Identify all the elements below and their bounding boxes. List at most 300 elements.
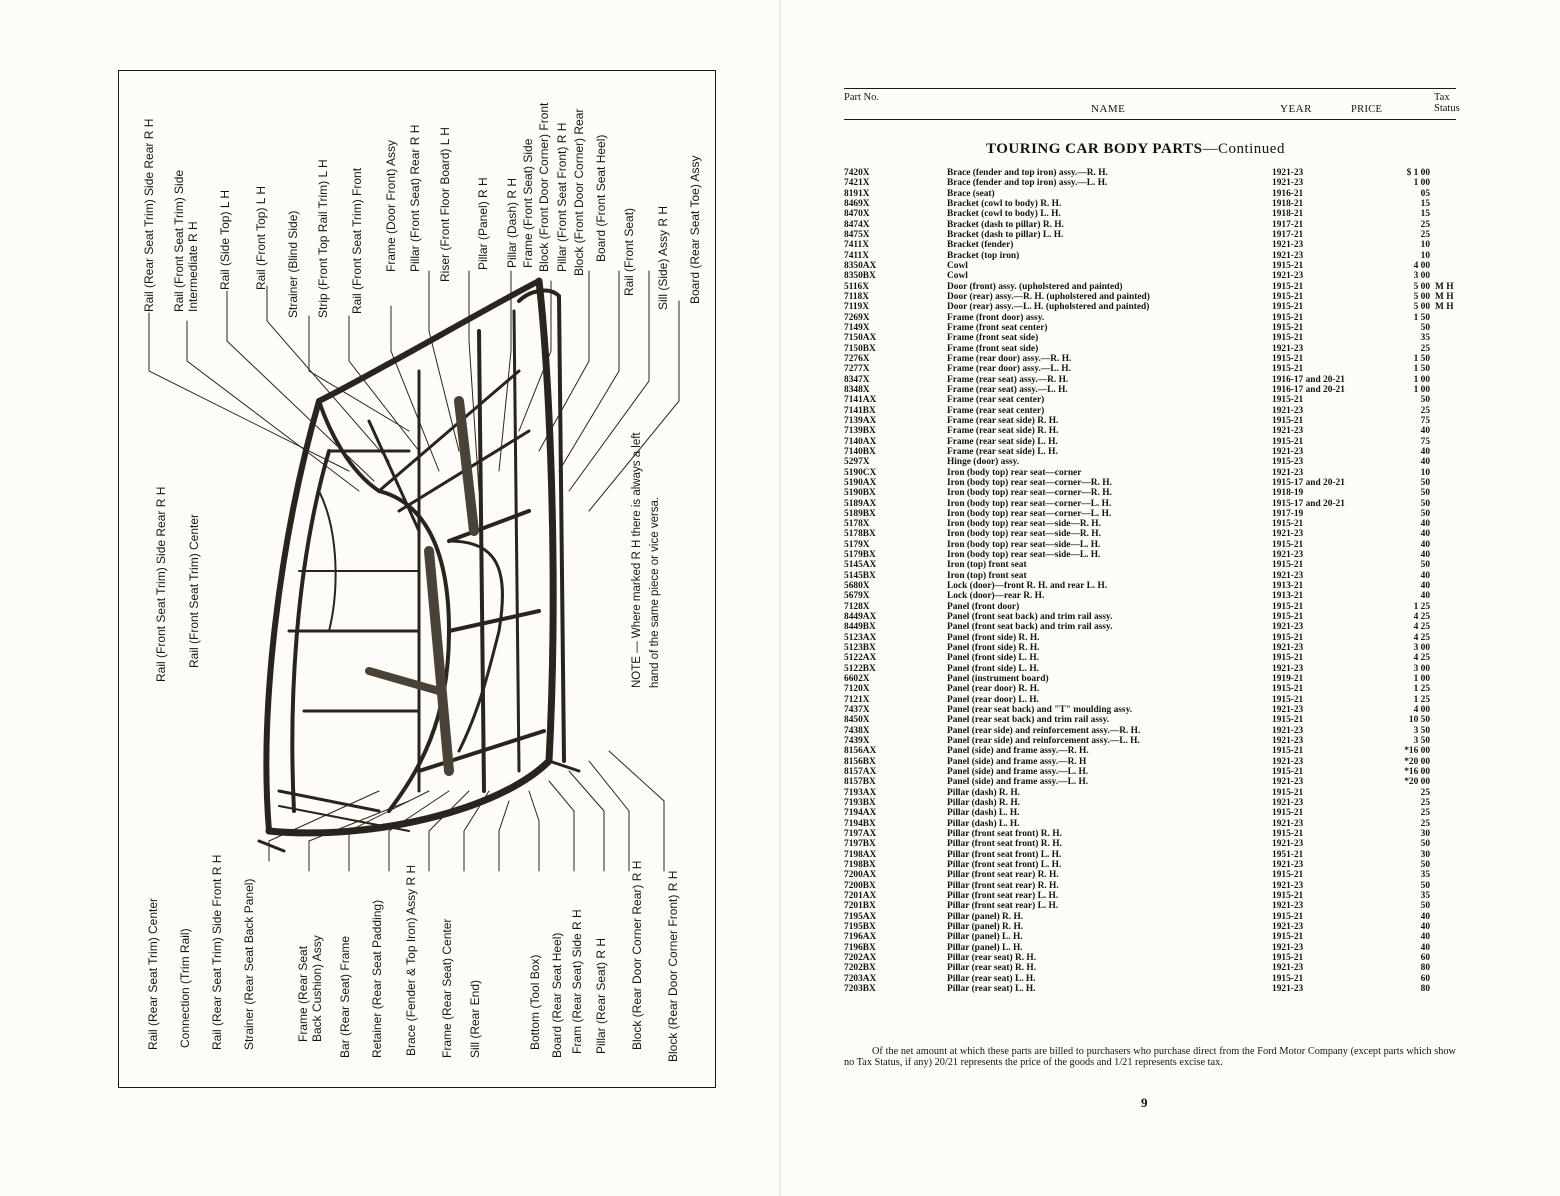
cell-name: Pillar (front seat rear) R. H. xyxy=(947,880,1059,891)
cell-part-no: 5190BX xyxy=(844,488,876,499)
cell-price: 15 xyxy=(1420,198,1430,209)
cell-name: Iron (body top) rear seat—side—R. H. xyxy=(947,519,1101,530)
cell-year: 1921-23 xyxy=(1272,818,1304,829)
cell-price: 1 50 xyxy=(1413,364,1430,375)
table-row xyxy=(844,385,1456,395)
cell-name: Panel (front side) L. H. xyxy=(947,663,1040,674)
label-brace-fender-top-iron: Brace (Fender & Top Iron) Assy R H xyxy=(404,864,418,1056)
table-row xyxy=(844,891,1456,901)
cell-year: 1915-21 xyxy=(1272,715,1304,726)
cell-name: Pillar (rear seat) R. H. xyxy=(947,952,1037,963)
cell-name: Brace (fender and top iron) assy.—R. H. xyxy=(947,168,1108,178)
cell-part-no: 8191X xyxy=(844,188,870,199)
table-row xyxy=(844,829,1456,839)
cell-name: Cowl xyxy=(947,271,968,282)
cell-year: 1921-23 xyxy=(1272,983,1304,994)
cell-year: 1918-21 xyxy=(1272,198,1304,209)
table-row xyxy=(844,313,1456,323)
cell-price: 1 25 xyxy=(1413,684,1430,695)
cell-part-no: 8350AX xyxy=(844,260,877,271)
table-row xyxy=(844,230,1456,240)
label-strainer-rear-seat-back-panel: Strainer (Rear Seat Back Panel) xyxy=(242,878,256,1050)
table-row xyxy=(844,333,1456,343)
label-board-rear-seat-toe-assy: Board (Rear Seat Toe) Assy xyxy=(688,155,702,304)
table-row xyxy=(844,922,1456,932)
cell-part-no: 8157AX xyxy=(844,767,877,778)
cell-year: 1915-21 xyxy=(1272,684,1304,695)
cell-price: 50 xyxy=(1420,498,1430,509)
cell-price: 1 25 xyxy=(1413,694,1430,705)
cell-price: 50 xyxy=(1420,488,1430,499)
cell-part-no: 7120X xyxy=(844,684,870,695)
table-row xyxy=(844,302,1456,312)
table-row xyxy=(844,726,1456,736)
cell-name: Pillar (front seat front) L. H. xyxy=(947,849,1062,860)
cell-name: Panel (rear seat back) and trim rail assy. xyxy=(947,715,1110,726)
table-row xyxy=(844,261,1456,271)
cell-name: Panel (side) and frame assy.—R. H. xyxy=(947,746,1089,757)
cell-name: Panel (front side) R. H. xyxy=(947,643,1040,654)
cell-price: *20 00 xyxy=(1404,777,1430,788)
label-pillar-rear-seat: Pillar (Rear Seat) R H xyxy=(594,937,608,1054)
table-row xyxy=(844,633,1456,643)
cell-part-no: 5123BX xyxy=(844,643,876,654)
cell-year: 1921-23 xyxy=(1272,736,1304,747)
cell-price: 1 25 xyxy=(1413,601,1430,612)
label-retainer-rear-seat-padding: Retainer (Rear Seat Padding) xyxy=(370,899,384,1058)
cell-price: 50 xyxy=(1420,880,1430,891)
cell-price: *16 00 xyxy=(1404,746,1430,757)
label-board-rear-seat-heel: Board (Rear Seat Heel) xyxy=(550,932,564,1058)
cell-year: 1915-21 xyxy=(1272,653,1304,664)
cell-name: Iron (body top) rear seat—corner xyxy=(947,467,1082,478)
cell-name: Pillar (dash) L. H. xyxy=(947,808,1020,819)
cell-name: Panel (rear side) and reinforcement assy.—R. H. xyxy=(947,725,1141,736)
table-row xyxy=(844,240,1456,250)
cell-year: 1915-21 xyxy=(1272,353,1304,364)
cell-year: 1921-23 xyxy=(1272,426,1304,437)
cell-year: 1918-19 xyxy=(1272,488,1304,499)
cell-year: 1915-21 xyxy=(1272,415,1304,426)
cell-price: 25 xyxy=(1420,343,1430,354)
cell-year: 1921-23 xyxy=(1272,921,1304,932)
cell-part-no: 7194AX xyxy=(844,808,877,819)
table-row xyxy=(844,767,1456,777)
table-row xyxy=(844,746,1456,756)
table-row xyxy=(844,901,1456,911)
label-pillar-dash: Pillar (Dash) R H xyxy=(505,177,519,268)
cell-part-no: 7193AX xyxy=(844,787,877,798)
cell-name: Pillar (dash) R. H. xyxy=(947,798,1021,809)
cell-part-no: 5178BX xyxy=(844,529,876,540)
cell-year: 1916-21 xyxy=(1272,188,1304,199)
cell-name: Panel (rear side) and reinforcement assy.—L. H. xyxy=(947,736,1140,747)
cell-name: Lock (door)—front R. H. and rear L. H. xyxy=(947,581,1108,592)
cell-name: Panel (side) and frame assy.—L. H. xyxy=(947,767,1089,778)
table-row xyxy=(844,344,1456,354)
cell-part-no: 8470X xyxy=(844,209,870,220)
page-fold xyxy=(779,0,781,1196)
cell-price: 35 xyxy=(1420,890,1430,901)
table-row xyxy=(844,519,1456,529)
label-rail-front-seat: Rail (Front Seat) xyxy=(622,207,636,296)
cell-price: 4 25 xyxy=(1413,632,1430,643)
cell-name: Frame (rear door) assy.—R. H. xyxy=(947,353,1072,364)
cell-year: 1915-21 xyxy=(1272,829,1304,839)
table-row xyxy=(844,912,1456,922)
cell-part-no: 7437X xyxy=(844,705,870,716)
cell-part-no: 8156AX xyxy=(844,746,877,757)
table-row xyxy=(844,777,1456,787)
cell-name: Iron (body top) rear seat—corner—R. H. xyxy=(947,488,1112,499)
cell-part-no: 8475X xyxy=(844,229,870,240)
cell-name: Iron (body top) rear seat—side—L. H. xyxy=(947,550,1101,561)
table-row xyxy=(844,653,1456,663)
label-connection-trim-rail: Connection (Trim Rail) xyxy=(178,928,192,1048)
cell-year: 1921-23 xyxy=(1272,467,1304,478)
cell-year: 1916-17 and 20-21 xyxy=(1272,374,1345,385)
cell-price: 1 00 xyxy=(1413,374,1430,385)
cell-price: 25 xyxy=(1420,219,1430,230)
cell-price: 40 xyxy=(1420,519,1430,530)
cell-name: Pillar (rear seat) L. H. xyxy=(947,973,1036,984)
cell-part-no: 5179BX xyxy=(844,550,876,561)
table-row xyxy=(844,488,1456,498)
table-row xyxy=(844,808,1456,818)
cell-price: 35 xyxy=(1420,870,1430,881)
cell-year: 1915-21 xyxy=(1272,870,1304,881)
cell-part-no: 7411X xyxy=(844,250,870,261)
table-row xyxy=(844,953,1456,963)
cell-price: 40 xyxy=(1420,539,1430,550)
table-row xyxy=(844,354,1456,364)
cell-name: Pillar (dash) L. H. xyxy=(947,818,1020,829)
header-tax-status: Tax Status xyxy=(1434,92,1460,114)
table-row xyxy=(844,715,1456,725)
cell-part-no: 5116X xyxy=(844,281,870,292)
cell-name: Iron (top) front seat xyxy=(947,570,1027,581)
cell-part-no: 5297X xyxy=(844,457,870,468)
cell-name: Panel (side) and frame assy.—R. H xyxy=(947,756,1087,767)
cell-year: 1919-21 xyxy=(1272,674,1304,685)
label-strip-front-top-rail-trim: Strip (Front Top Rail Trim) L H xyxy=(316,159,330,318)
cell-price: 25 xyxy=(1420,818,1430,829)
cell-name: Pillar (panel) L. H. xyxy=(947,932,1023,943)
cell-year: 1915-21 xyxy=(1272,364,1304,375)
cell-part-no: 7198BX xyxy=(844,859,876,870)
cell-name: Frame (front seat side) xyxy=(947,333,1039,344)
label-bottom-tool-box: Bottom (Tool Box) xyxy=(528,954,542,1050)
table-row xyxy=(844,757,1456,767)
cell-price: 5 00 xyxy=(1413,302,1430,313)
table-row xyxy=(844,406,1456,416)
cell-name: Frame (rear seat side) L. H. xyxy=(947,446,1058,457)
label-sill-rear-end: Sill (Rear End) xyxy=(468,979,482,1058)
cell-part-no: 8348X xyxy=(844,384,870,395)
cell-price: 40 xyxy=(1420,446,1430,457)
cell-part-no: 5145AX xyxy=(844,560,877,571)
table-row xyxy=(844,581,1456,591)
cell-year: 1915-21 xyxy=(1272,952,1304,963)
cell-year: 1915-21 xyxy=(1272,436,1304,447)
cell-price: 50 xyxy=(1420,322,1430,333)
cell-price: 3 00 xyxy=(1413,643,1430,654)
cell-name: Pillar (front seat front) R. H. xyxy=(947,839,1062,850)
cell-year: 1921-23 xyxy=(1272,756,1304,767)
table-row xyxy=(844,529,1456,539)
label-pillar-panel: Pillar (Panel) R H xyxy=(476,177,490,270)
table-row xyxy=(844,416,1456,426)
cell-price: 10 xyxy=(1420,250,1430,261)
cell-year: 1915-21 xyxy=(1272,333,1304,344)
header-price: PRICE xyxy=(1351,104,1383,115)
cell-part-no: 7150BX xyxy=(844,343,876,354)
cell-name: Door (rear) assy.—L. H. (upholstered and painted) xyxy=(947,302,1150,313)
cell-price: 5 00 xyxy=(1413,291,1430,302)
cell-year: 1915-21 xyxy=(1272,312,1304,323)
label-block-rear-door-corner-front: Block (Rear Door Corner Front) R H xyxy=(666,870,680,1062)
cell-name: Frame (rear seat side) R. H. xyxy=(947,426,1059,437)
label-rail-front-seat-trim-side-rear: Rail (Front Seat Trim) Side Rear R H xyxy=(154,486,168,682)
cell-name: Bracket (cowl to body) R. H. xyxy=(947,198,1062,209)
table-row xyxy=(844,468,1456,478)
cell-part-no: 5680X xyxy=(844,581,870,592)
cell-year: 1915-21 xyxy=(1272,612,1304,623)
cell-price: 50 xyxy=(1420,839,1430,850)
cell-name: Bracket (top iron) xyxy=(947,250,1020,261)
cell-part-no: 7202BX xyxy=(844,963,876,974)
cell-price: 40 xyxy=(1420,921,1430,932)
label-frame-door-front-assy: Frame (Door Front) Assy xyxy=(384,139,398,272)
cell-price: 50 xyxy=(1420,477,1430,488)
cell-price: 3 50 xyxy=(1413,736,1430,747)
cell-price: 60 xyxy=(1420,973,1430,984)
cell-part-no: 7276X xyxy=(844,353,870,364)
label-strainer-blind-side: Strainer (Blind Side) xyxy=(286,210,300,318)
cell-year: 1915-21 xyxy=(1272,932,1304,943)
cell-part-no: 7118X xyxy=(844,291,870,302)
cell-name: Pillar (panel) R. H. xyxy=(947,911,1024,922)
cell-part-no: 7121X xyxy=(844,694,870,705)
parts-table xyxy=(844,168,1456,994)
cell-name: Iron (body top) rear seat—corner—L. H. xyxy=(947,498,1112,509)
table-row xyxy=(844,798,1456,808)
cell-part-no: 7141BX xyxy=(844,405,876,416)
cell-part-no: 7202AX xyxy=(844,952,877,963)
cell-price: 1 00 xyxy=(1413,178,1430,189)
cell-year: 1915-21 xyxy=(1272,787,1304,798)
cell-name: Pillar (dash) R. H. xyxy=(947,787,1021,798)
table-row xyxy=(844,550,1456,560)
cell-price: 3 00 xyxy=(1413,271,1430,282)
cell-name: Panel (rear door) L. H. xyxy=(947,694,1039,705)
cell-name: Brace (seat) xyxy=(947,188,995,199)
cell-year: 1915-17 and 20-21 xyxy=(1272,477,1345,488)
cell-price: 40 xyxy=(1420,581,1430,592)
cell-year: 1921-23 xyxy=(1272,880,1304,891)
cell-price: 75 xyxy=(1420,415,1430,426)
cell-name: Bracket (cowl to body) L. H. xyxy=(947,209,1061,220)
cell-tax-status: M H xyxy=(1435,281,1454,292)
cell-year: 1921-23 xyxy=(1272,622,1304,633)
table-row xyxy=(844,540,1456,550)
header-name: NAME xyxy=(1091,103,1126,115)
cell-price: 25 xyxy=(1420,229,1430,240)
cell-year: 1921-23 xyxy=(1272,859,1304,870)
label-sill-side-assy: Sill (Side) Assy R H xyxy=(656,205,670,310)
cell-year: 1921-23 xyxy=(1272,550,1304,561)
cell-name: Panel (front seat back) and trim rail assy. xyxy=(947,622,1113,633)
cell-price: 40 xyxy=(1420,911,1430,922)
cell-part-no: 8450X xyxy=(844,715,870,726)
cell-part-no: 7269X xyxy=(844,312,870,323)
section-title-main: TOURING CAR BODY PARTS xyxy=(986,141,1203,157)
label-bar-rear-seat-frame: Bar (Rear Seat) Frame xyxy=(338,935,352,1058)
cell-price: 1 00 xyxy=(1413,384,1430,395)
table-row xyxy=(844,437,1456,447)
cell-year: 1915-21 xyxy=(1272,281,1304,292)
table-row xyxy=(844,199,1456,209)
cell-part-no: 7140BX xyxy=(844,446,876,457)
table-row xyxy=(844,323,1456,333)
cell-year: 1915-21 xyxy=(1272,694,1304,705)
label-rail-front-seat-trim-center: Rail (Front Seat Trim) Center xyxy=(187,513,201,668)
label-riser-front-floor-board: Riser (Front Floor Board) L H xyxy=(438,127,452,282)
cell-part-no: 7200BX xyxy=(844,880,876,891)
cell-part-no: 5189BX xyxy=(844,508,876,519)
cell-part-no: 7193BX xyxy=(844,798,876,809)
cell-year: 1921-23 xyxy=(1272,901,1304,912)
cell-year: 1921-23 xyxy=(1272,705,1304,716)
table-row xyxy=(844,292,1456,302)
cell-price: 40 xyxy=(1420,426,1430,437)
cell-name: Frame (front seat center) xyxy=(947,322,1048,333)
cell-price: 40 xyxy=(1420,570,1430,581)
cell-year: 1915-21 xyxy=(1272,302,1304,313)
cell-part-no: 7196AX xyxy=(844,932,877,943)
cell-name: Panel (front seat back) and trim rail assy. xyxy=(947,612,1113,623)
cell-name: Frame (front seat side) xyxy=(947,343,1039,354)
cell-part-no: 7195AX xyxy=(844,911,877,922)
cell-price: 30 xyxy=(1420,829,1430,839)
table-row xyxy=(844,189,1456,199)
cell-price: 4 00 xyxy=(1413,260,1430,271)
cell-part-no: 7203AX xyxy=(844,973,877,984)
table-row xyxy=(844,788,1456,798)
cell-price: 50 xyxy=(1420,901,1430,912)
cell-price: 5 00 xyxy=(1413,281,1430,292)
label-rail-front-top: Rail (Front Top) L H xyxy=(254,185,268,290)
table-row xyxy=(844,860,1456,870)
cell-price: 15 xyxy=(1420,209,1430,220)
cell-name: Pillar (panel) R. H. xyxy=(947,921,1024,932)
section-title xyxy=(986,141,1285,158)
cell-name: Hinge (door) assy. xyxy=(947,457,1020,468)
label-block-rear-door-corner-rear: Block (Rear Door Corner Rear) R H xyxy=(630,860,644,1050)
cell-name: Frame (rear seat side) L. H. xyxy=(947,436,1058,447)
cell-name: Iron (body top) rear seat—corner—R. H. xyxy=(947,477,1112,488)
table-row xyxy=(844,839,1456,849)
cell-name: Pillar (rear seat) R. H. xyxy=(947,963,1037,974)
cell-part-no: 7438X xyxy=(844,725,870,736)
cell-year: 1915-21 xyxy=(1272,746,1304,757)
cell-part-no: 6602X xyxy=(844,674,870,685)
cell-part-no: 7201AX xyxy=(844,890,877,901)
cell-part-no: 7200AX xyxy=(844,870,877,881)
cell-part-no: 7128X xyxy=(844,601,870,612)
cell-year: 1915-21 xyxy=(1272,539,1304,550)
cell-price: *16 00 xyxy=(1404,767,1430,778)
cell-price: *20 00 xyxy=(1404,756,1430,767)
cell-price: 3 00 xyxy=(1413,663,1430,674)
cell-price: 40 xyxy=(1420,942,1430,953)
table-row xyxy=(844,643,1456,653)
cell-name: Panel (rear seat back) and "T" moulding assy. xyxy=(947,705,1133,716)
table-row xyxy=(844,674,1456,684)
cell-name: Pillar (front seat rear) L. H. xyxy=(947,901,1059,912)
cell-name: Frame (rear seat side) R. H. xyxy=(947,415,1059,426)
cell-price: 60 xyxy=(1420,952,1430,963)
cell-price: 25 xyxy=(1420,787,1430,798)
label-rail-rear-seat-trim-center: Rail (Rear Seat Trim) Center xyxy=(146,897,160,1050)
cell-name: Iron (top) front seat xyxy=(947,560,1027,571)
table-row xyxy=(844,364,1456,374)
cell-year: 1915-21 xyxy=(1272,395,1304,406)
cell-part-no: 7201BX xyxy=(844,901,876,912)
cell-part-no: 7421X xyxy=(844,178,870,189)
cell-year: 1921-23 xyxy=(1272,446,1304,457)
cell-price: 30 xyxy=(1420,849,1430,860)
table-row xyxy=(844,209,1456,219)
header-year: YEAR xyxy=(1280,103,1312,115)
cell-year: 1915-23 xyxy=(1272,457,1304,468)
cell-part-no: 8469X xyxy=(844,198,870,209)
cell-part-no: 7119X xyxy=(844,302,870,313)
table-row xyxy=(844,974,1456,984)
table-row xyxy=(844,251,1456,261)
cell-year: 1915-21 xyxy=(1272,601,1304,612)
label-block-front-door-corner-rear: Block (Front Door Corner) Rear xyxy=(572,108,586,276)
cell-part-no: 5145BX xyxy=(844,570,876,581)
table-row xyxy=(844,178,1456,188)
cell-price: 25 xyxy=(1420,808,1430,819)
cell-part-no: 7411X xyxy=(844,240,870,251)
label-board-front-seat-heel: Board (Front Seat Heel) xyxy=(594,134,608,262)
cell-year: 1918-21 xyxy=(1272,209,1304,220)
cell-name: Bracket (dash to pillar) L. H. xyxy=(947,229,1064,240)
table-row xyxy=(844,943,1456,953)
cell-price: 50 xyxy=(1420,560,1430,571)
table-row xyxy=(844,571,1456,581)
cell-part-no: 5122BX xyxy=(844,663,876,674)
cell-price: 40 xyxy=(1420,457,1430,468)
cell-year: 1921-23 xyxy=(1272,942,1304,953)
cell-part-no: 7194BX xyxy=(844,818,876,829)
cell-price: 4 25 xyxy=(1413,612,1430,623)
cell-price: 10 xyxy=(1420,240,1430,251)
cell-name: Panel (instrument board) xyxy=(947,674,1049,685)
cell-name: Panel (side) and frame assy.—L. H. xyxy=(947,777,1089,788)
cell-part-no: 8350BX xyxy=(844,271,876,282)
cell-name: Brace (fender and top iron) assy.—L. H. xyxy=(947,178,1108,189)
label-frame-rear-seat-center: Frame (Rear Seat) Center xyxy=(440,918,454,1058)
cell-part-no: 5189AX xyxy=(844,498,877,509)
cell-part-no: 7439X xyxy=(844,736,870,747)
cell-part-no: 5122AX xyxy=(844,653,877,664)
cell-price: 40 xyxy=(1420,932,1430,943)
table-row xyxy=(844,426,1456,436)
table-row xyxy=(844,984,1456,994)
